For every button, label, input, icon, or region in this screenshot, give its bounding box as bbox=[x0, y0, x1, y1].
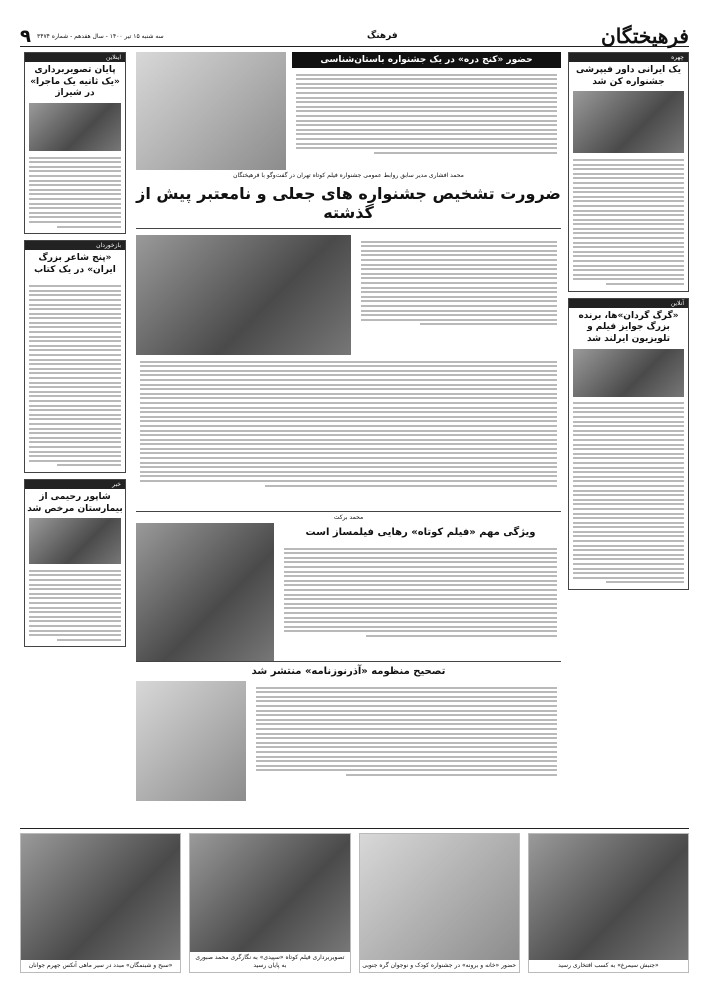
right-column bbox=[568, 52, 689, 819]
center-column bbox=[136, 52, 561, 819]
thumb-caption: تصویربرداری فیلم کوتاه «سپیدی» به نگارگری محمد صبوری به پایان رسید bbox=[195, 954, 345, 970]
top-banner: حضور «کنج دره» در یک جشنواره باستان‌شناسی bbox=[292, 52, 561, 68]
book-cover bbox=[136, 681, 246, 801]
film-still-photo bbox=[573, 349, 684, 397]
article-text bbox=[25, 280, 125, 472]
kicker: محمد افشاری مدیر سابق روابط عمومی جشنواره فیلم کوتاه تهران در گفت‌وگو با فرهیختگان bbox=[233, 172, 464, 179]
issue-line: سه شنبه ۱۵ تیر ۱۴۰۰ - سال هفدهم - شماره ۳۴۷۴ bbox=[37, 32, 164, 40]
thumb-photo bbox=[529, 834, 688, 960]
thumb-photo bbox=[190, 834, 349, 952]
box-title: «گرگ گردان»ها، برنده بزرگ جوایز فیلم و تلویزیون ایرلند شد bbox=[578, 310, 679, 344]
box-title: یک ایرانی داور فیپرشی جشنواره کن شد bbox=[576, 65, 681, 87]
masthead bbox=[20, 26, 689, 47]
left-column bbox=[24, 52, 126, 819]
box-title: «پنج شاعر بزرگ ایران» در یک کتاب bbox=[34, 253, 116, 275]
page-number: ۹ bbox=[20, 25, 31, 47]
section-name: فرهنگ bbox=[367, 31, 398, 41]
thumb-caption: «جنبش سیمرغ» به کسب افتخاری رسید bbox=[558, 962, 659, 970]
box-label: چهره bbox=[569, 53, 688, 62]
bottom-item bbox=[359, 833, 520, 973]
thumb-caption: حضور «خانه و برونه» در جشنواره کودک و نوجوان گره جنوبی bbox=[362, 962, 517, 970]
article-text bbox=[569, 397, 688, 589]
box-title: پایان تصویربرداری «یک ثانیه یک ماجرا» در شیراز bbox=[30, 65, 120, 99]
left-box-2 bbox=[24, 240, 126, 473]
filmmaker-photo bbox=[136, 523, 274, 661]
lower-headline: تصحیح منظومه «آذرنوزنامه» منتشر شد bbox=[251, 666, 446, 677]
film-crew-photo bbox=[136, 52, 286, 170]
mid-headline: ویژگی مهم «فیلم کوتاه» رهایی فیلمساز است bbox=[305, 527, 536, 538]
article-text bbox=[569, 153, 688, 290]
right-box-2 bbox=[568, 298, 689, 590]
box-title: شاپور رحیمی از بیمارستان مرخص شد bbox=[27, 491, 123, 514]
box-label: اینلاین bbox=[25, 53, 125, 62]
thumb-caption: «سبح و شبنمگان» مبدد در سیر ماهی آنکس جهرم جوانان bbox=[28, 962, 173, 970]
production-photo bbox=[29, 103, 121, 151]
portrait-photo bbox=[573, 91, 684, 153]
article-text bbox=[25, 151, 125, 233]
thumb-photo bbox=[21, 834, 180, 960]
main-headline: ضرورت تشخیص جشنواره های جعلی و نامعتبر پیش از گذشته bbox=[136, 181, 561, 229]
interview-photo bbox=[136, 235, 351, 355]
lead-story bbox=[136, 235, 561, 355]
portrait-photo bbox=[29, 518, 121, 564]
top-story bbox=[136, 52, 561, 170]
lead-story-body bbox=[136, 355, 561, 511]
left-box-3 bbox=[24, 479, 126, 647]
mid-kicker: محمد برکت bbox=[333, 514, 364, 521]
bottom-item bbox=[189, 833, 350, 973]
bottom-item bbox=[20, 833, 181, 973]
bottom-strip bbox=[20, 828, 689, 973]
box-label: خبر bbox=[25, 480, 125, 489]
box-label: آنلاین bbox=[569, 299, 688, 308]
newspaper-logo: فرهیختگان bbox=[601, 24, 689, 48]
bottom-item bbox=[528, 833, 689, 973]
top-story-text bbox=[292, 52, 561, 170]
thumb-photo bbox=[360, 834, 519, 960]
box-label: بازخوردان bbox=[25, 241, 125, 250]
mid-story bbox=[136, 511, 561, 661]
lower-story bbox=[136, 661, 561, 801]
article-text bbox=[25, 564, 125, 646]
left-box-1 bbox=[24, 52, 126, 234]
right-box-1 bbox=[568, 52, 689, 292]
